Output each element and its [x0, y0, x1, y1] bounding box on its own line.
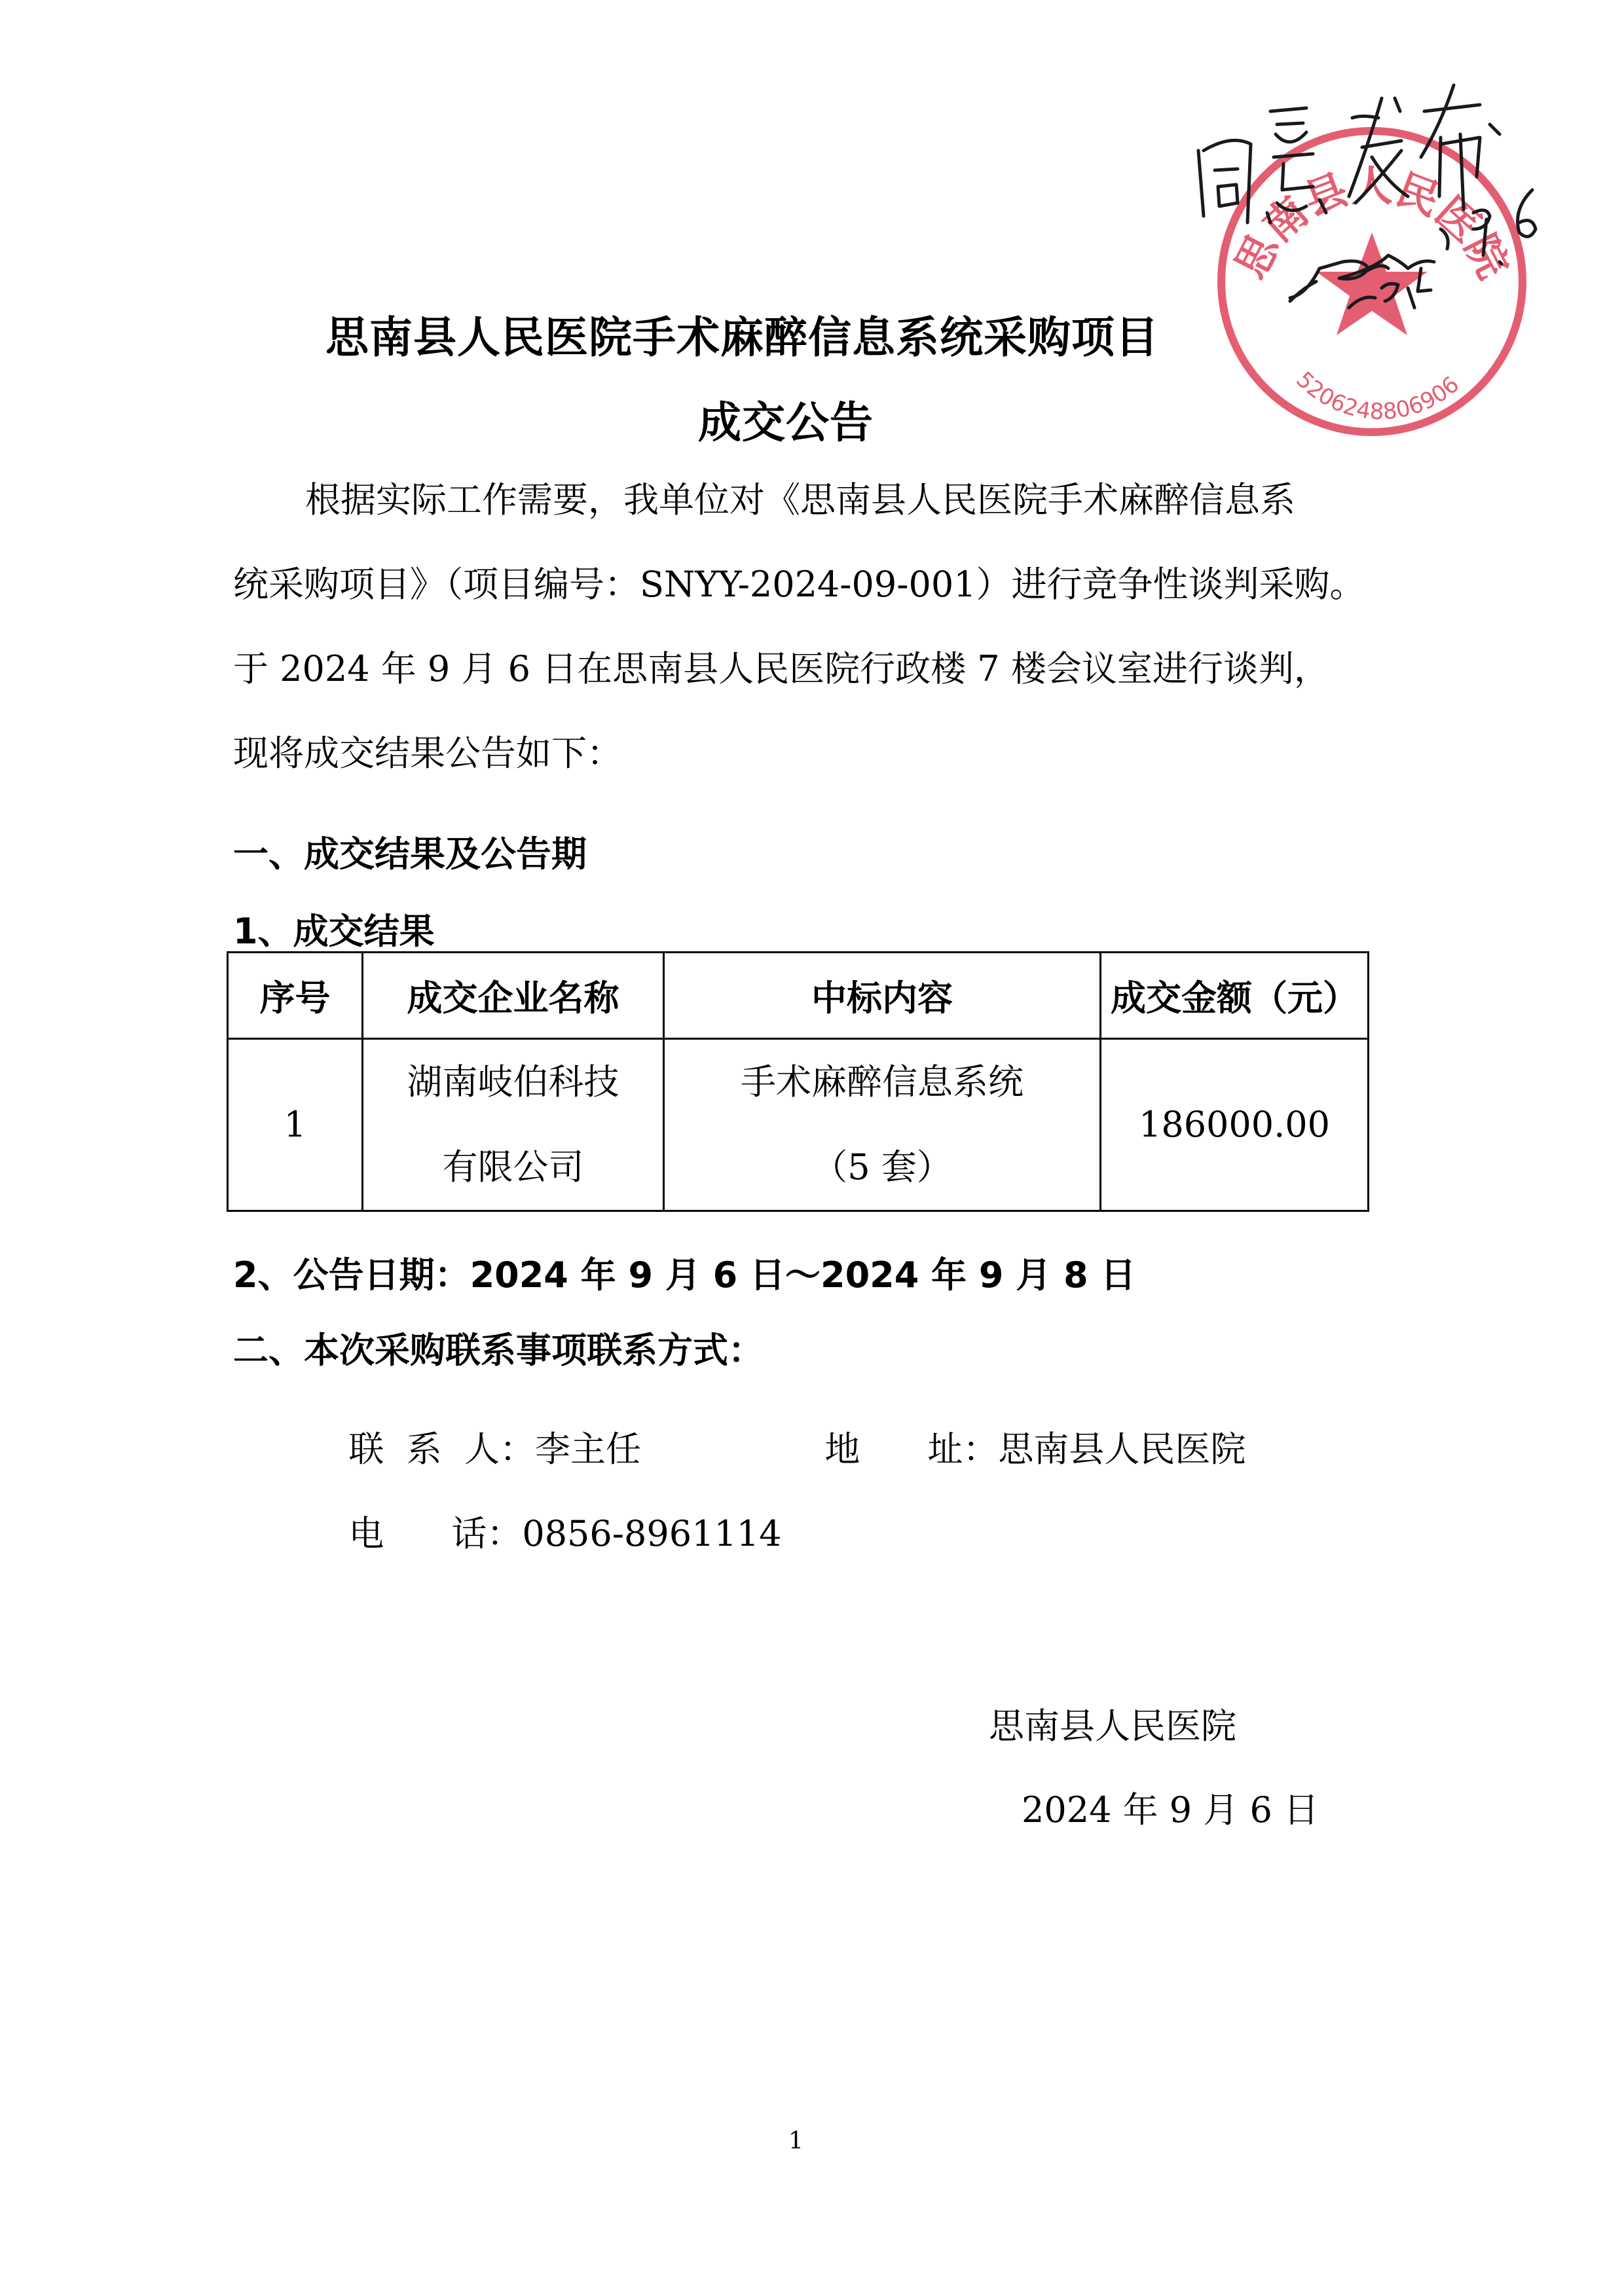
section-2-heading: 二、本次采购联系事项联系方式： [233, 1330, 764, 1371]
signature-org: 思南县人民医院 [989, 1705, 1236, 1747]
table-row [228, 1039, 1369, 1211]
announcement-period-value: 2024 年 9 月 6 日～2024 年 9 月 8 日 [470, 1254, 1136, 1296]
paragraph-line-2: 统采购项目》（项目编号：SNYY-2024-09-001）进行竞争性谈判采购。 [233, 564, 1365, 605]
paragraph-line-1: 根据实际工作需要，我单位对《思南县人民医院手术麻醉信息系 [305, 479, 1295, 520]
table-header-content: 中标内容 [664, 953, 1101, 1039]
page-number: 1 [788, 2128, 803, 2155]
contact-phone-label: 电 话： [348, 1513, 523, 1554]
cell-amount: 186000.00 [1101, 1039, 1369, 1211]
handwritten-signature-icon [1192, 72, 1559, 327]
document-title-line1: 思南县人民医院手术麻醉信息系统采购项目 [325, 312, 1159, 363]
cell-index: 1 [228, 1039, 363, 1211]
result-table [227, 951, 1369, 1212]
paragraph-line-4: 现将成交结果公告如下： [233, 733, 622, 774]
announcement-period [233, 1247, 1135, 1298]
company-line-1: 湖南岐伯科技 [407, 1061, 619, 1102]
table-header-amount: 成交金额（元） [1101, 953, 1369, 1039]
contact-phone-value: 0856-8961114 [522, 1513, 782, 1554]
table-header-row [228, 953, 1369, 1039]
subsection-1-heading: 1、成交结果 [233, 911, 435, 952]
contact-phone [326, 1481, 782, 1552]
announcement-period-label: 2、公告日期： [233, 1254, 470, 1296]
contact-person-value: 李主任 [535, 1429, 642, 1470]
contact-person [326, 1396, 642, 1470]
svg-text:思南县人民医院: 思南县人民医院 [1227, 162, 1517, 287]
company-line-2: 有限公司 [442, 1146, 584, 1188]
cell-content [664, 1039, 1101, 1211]
contact-address-value: 思南县人民医院 [998, 1429, 1246, 1470]
contact-address [802, 1396, 1246, 1470]
section-1-heading: 一、成交结果及公告期 [233, 833, 587, 875]
content-line-1: 手术麻醉信息系统 [741, 1061, 1024, 1102]
signature-date: 2024 年 9 月 6 日 [1022, 1789, 1319, 1831]
paragraph-line-3: 于 2024 年 9 月 6 日在思南县人民医院行政楼 7 楼会议室进行谈判， [233, 648, 1329, 689]
contact-address-label: 地 址： [824, 1429, 999, 1470]
contact-person-label: 联 系 人： [348, 1429, 536, 1470]
svg-text:5206248806906: 5206248806906 [1291, 367, 1465, 426]
content-line-2: （5 套） [812, 1146, 952, 1188]
table-header-company: 成交企业名称 [363, 953, 664, 1039]
document-title-line2: 成交公告 [698, 397, 874, 448]
cell-company [363, 1039, 664, 1211]
table-header-index: 序号 [228, 953, 363, 1039]
